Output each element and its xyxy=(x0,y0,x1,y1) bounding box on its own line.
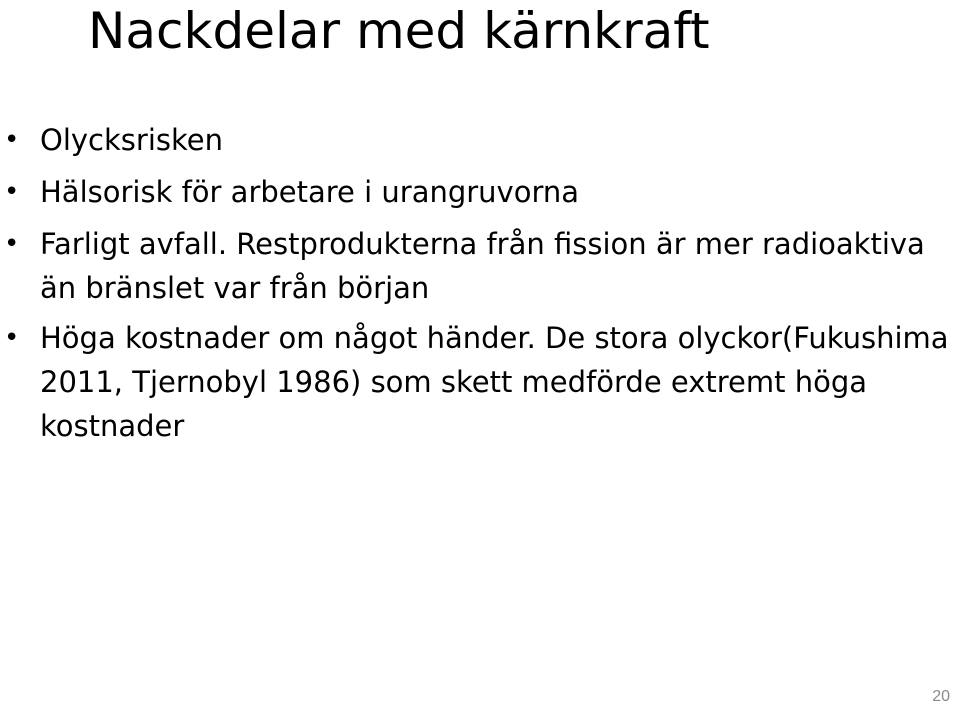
bullet-text: Olycksrisken xyxy=(40,123,223,157)
bullet-marker: • xyxy=(4,125,20,155)
bullet-list xyxy=(0,118,960,448)
list-item xyxy=(0,170,956,214)
bullet-text: Hälsorisk för arbetare i urangruvorna xyxy=(40,175,580,209)
bullet-marker: • xyxy=(4,177,20,207)
slide-title: Nackdelar med kärnkraft xyxy=(88,2,710,60)
bullet-marker: • xyxy=(4,323,20,353)
bullet-text: Farligt avfall. Restprodukterna från fission är mer radioaktiva än bränslet var från början xyxy=(40,227,925,305)
bullet-text: Höga kostnader om något händer. De stora olyckor(Fukushima 2011, Tjernobyl 1986) som skett medförde extremt höga kostnader xyxy=(40,321,949,443)
bullet-marker: • xyxy=(4,229,20,259)
list-item xyxy=(0,222,956,310)
page-number: 20 xyxy=(932,688,950,705)
list-item xyxy=(0,118,956,162)
list-item xyxy=(0,316,956,448)
